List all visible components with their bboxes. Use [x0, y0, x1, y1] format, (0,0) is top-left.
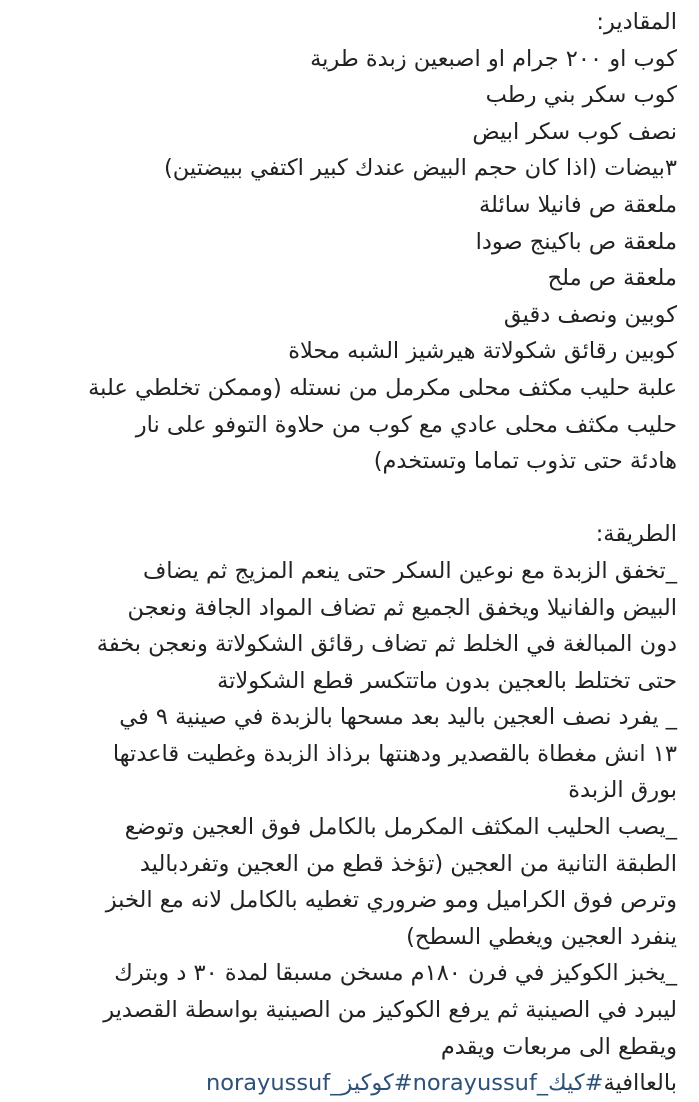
footer-line: [22, 1065, 677, 1102]
blank-line: [22, 480, 677, 517]
method-line: دون المبالغة في الخلط ثم تضاف رقائق الشكولاتة ونعجن بخفة: [96, 631, 677, 658]
ingredient-line: ملعقة ص ملح: [547, 265, 677, 292]
closing-text: بالعاافية: [603, 1070, 677, 1097]
ingredient-line: كوب او ٢٠٠ جرام او اصبعين زبدة طرية: [310, 45, 677, 72]
method-line: ينفرد العجين ويغطي السطح): [406, 923, 677, 950]
method-line: الطبقة التانية من العجين (تؤخذ قطع من العجين وتفردباليد: [139, 850, 677, 877]
ingredient-line: نصف كوب سكر ابيض: [472, 118, 677, 145]
method-heading: الطريقة:: [595, 521, 677, 548]
method-line: ليبرد في الصينية ثم يرفع الكوكيز من الصينية بواسطة القصدير: [103, 997, 677, 1024]
hashtag-link-cake[interactable]: #كيك_norayussuf: [412, 1070, 604, 1097]
ingredient-line: ملعقة ص فانيلا سائلة: [478, 191, 677, 218]
ingredient-line: علبة حليب مكثف محلى مكرمل من نستله (وممكن تخلطي علبة: [88, 374, 677, 401]
ingredient-line: كوب سكر بني رطب: [485, 82, 677, 109]
method-line: _يخبز الكوكيز في فرن ١٨٠م مسخن مسبقا لمدة ٣٠ د وبترك: [114, 960, 677, 987]
method-line: _يصب الحليب المكثف المكرمل بالكامل فوق العجين وتوضع: [124, 814, 677, 841]
method-line: حتى تختلط بالعجين بدون ماتتكسر قطع الشكولاتة: [217, 667, 677, 694]
method-line: وترص فوق الكراميل ومو ضروري تغطيه بالكامل لانه مع الخبز: [105, 887, 677, 914]
ingredient-line: كوبين رقائق شكولاتة هيرشيز الشبه محلاة: [288, 338, 677, 365]
ingredient-line: ملعقة ص باكينج صودا: [475, 228, 677, 255]
method-line: _ يفرد نصف العجين باليد بعد مسحها بالزبدة في صينية ٩ في: [119, 704, 677, 731]
method-line: _تخفق الزبدة مع نوعين السكر حتى ينعم المزيج ثم يضاف: [142, 557, 677, 584]
method-line: ١٣ انش مغطاة بالقصدير ودهنتها برذاذ الزبدة وغطيت قاعدتها: [112, 740, 677, 767]
method-line: ويقطع الى مربعات ويقدم: [440, 1033, 677, 1060]
ingredient-line: هادئة حتى تذوب تماما وتستخدم): [373, 448, 677, 475]
ingredient-line: ٣بيضات (اذا كان حجم البيض عندك كبير اكتفي ببيضتين): [164, 155, 677, 182]
ingredient-line: حليب مكثف محلى عادي مع كوب من حلاوة التوفو على نار: [135, 411, 677, 438]
method-line: البيض والفانيلا ويخفق الجميع ثم تضاف المواد الجافة ونعجن: [127, 594, 677, 621]
hashtag-link-cookies[interactable]: #كوكيز_norayussuf: [205, 1070, 413, 1097]
ingredient-line: كوبين ونصف دقيق: [503, 301, 677, 328]
method-line: بورق الزبدة: [568, 777, 677, 804]
ingredients-heading: المقادير:: [596, 9, 677, 35]
